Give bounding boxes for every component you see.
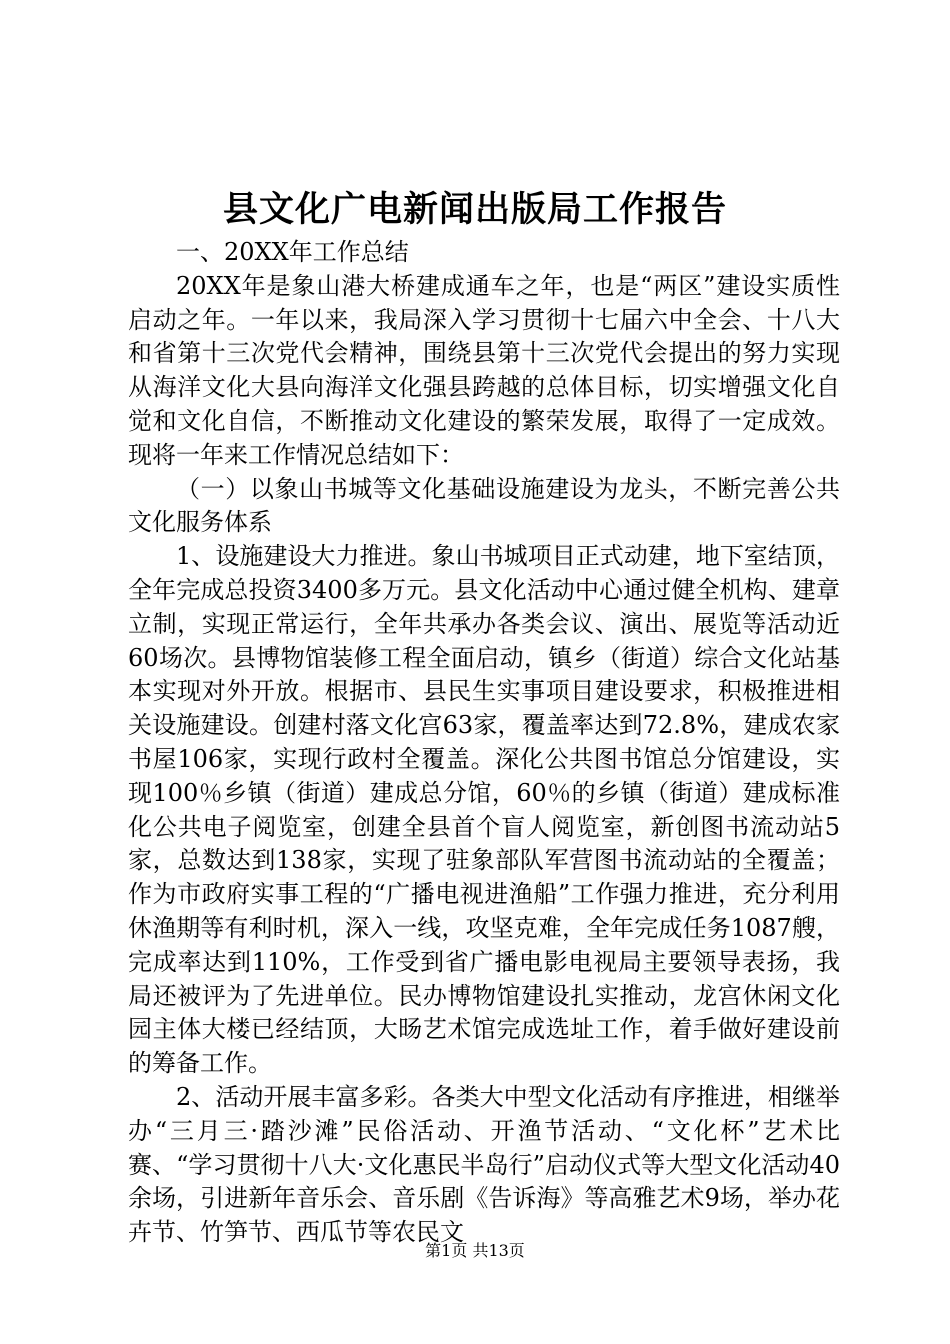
document-title: 县文化广电新闻出版局工作报告 (222, 189, 727, 230)
paragraph: 2、活动开展丰富多彩。各类大中型文化活动有序推进，相继举办“三月三·踏沙滩”民俗活动、开渔节活动、“文化杯”艺术比赛、“学习贯彻十八大·文化惠民半岛行”启动仪式等大型文化活动40余场，引进新年音乐会、音乐剧《告诉海》等高雅艺术9场，举办花卉节、竹笋节、西瓜节等农民文 (128, 1082, 840, 1247)
paragraph: 20XX年是象山港大桥建成通车之年，也是“两区”建设实质性启动之年。一年以来，我局深入学习贯彻十七届六中全会、十八大和省第十三次党代会精神，围绕县第十三次党代会提出的努力实现从海洋文化大县向海洋文化强县跨越的总体目标，切实增强文化自觉和文化自信，不断推动文化建设的繁荣发展，取得了一定成效。现将一年来工作情况总结如下： (128, 271, 840, 469)
document-body (128, 236, 840, 1250)
subsection-heading: （一）以象山书城等文化基础设施建设为龙头，不断完善公共文化服务体系 (128, 474, 840, 537)
section-heading: 一、20XX年工作总结 (176, 238, 409, 266)
page-footer: 第1页 共13页 (425, 1241, 525, 1260)
paragraph: 1、设施建设大力推进。象山书城项目正式动建，地下室结顶，全年完成总投资3400多万元。县文化活动中心通过健全机构、建章立制，实现正常运行，全年共承办各类会议、演出、展览等活动近60场次。县博物馆装修工程全面启动，镇乡（街道）综合文化站基本实现对外开放。根据市、县民生实事项目建设要求，积极推进相关设施建设。创建村落文化宫63家，覆盖率达到72.8%，建成农家书屋106家，实现行政村全覆盖。深化公共图书馆总分馆建设，实现100％乡镇（街道）建成总分馆，60％的乡镇（街道）建成标准化公共电子阅览室，创建全县首个盲人阅览室，新创图书流动站5家，总数达到138家，实现了驻象部队军营图书流动站的全覆盖；作为市政府实事工程的“广播电视进渔船”工作强力推进，充分利用休渔期等有利时机，深入一线，攻坚克难，全年完成任务1087艘，完成率达到110%，工作受到省广播电影电视局主要领导表扬，我局还被评为了先进单位。民办博物馆建设扎实推动，龙宫休闲文化园主体大楼已经结顶，大旸艺术馆完成选址工作，着手做好建设前的筹备工作。 (128, 542, 840, 1078)
